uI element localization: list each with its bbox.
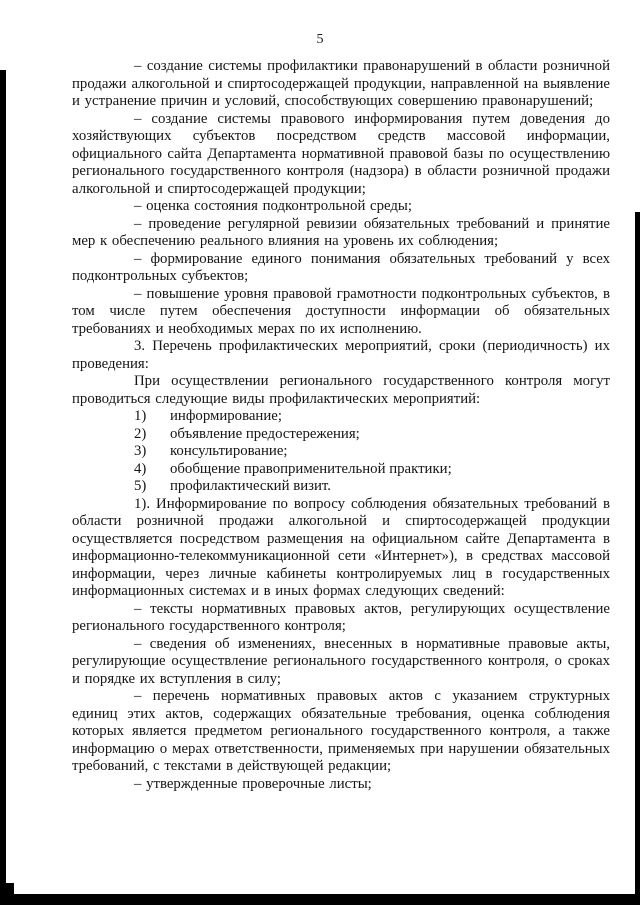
scan-artifact-left-edge: [0, 70, 6, 905]
list-item-number: 1): [134, 408, 147, 424]
paragraph: – утвержденные проверочные листы;: [134, 775, 372, 792]
paragraph: При осуществлении регионального государственного контроля могут проводиться следующие виды профилактических мероприятий:: [72, 373, 610, 407]
list-item-number: 4): [134, 460, 147, 477]
list-item-text: консультирование;: [170, 443, 288, 459]
list-item: [72, 408, 610, 426]
paragraph: – повышение уровня правовой грамотности подконтрольных субъектов, в том числе путем обеспечения доступности информации об обязательных требованиях и необходимых мерах по их исполнению.: [72, 285, 610, 337]
document-body: [72, 58, 610, 793]
paragraph: – перечень нормативных правовых актов с указанием структурных единиц этих актов, содержащих обязательные требования, оценка соблюдения которых является предметом регионального государственного контроля, а также информацию о мерах ответственности, применяемых при нарушении обязательных требований, с текстами в действующей редакции;: [72, 688, 610, 774]
list-item: [72, 461, 610, 479]
paragraph: – тексты нормативных правовых актов, регулирующих осуществление регионального государственного контроля;: [72, 600, 610, 634]
page-number: 5: [316, 32, 324, 47]
scan-artifact-bottom-left-corner: [0, 883, 14, 905]
paragraph: – сведения об изменениях, внесенных в нормативные правовые акты, регулирующие осуществление регионального государственного контроля, о сроках и порядке их вступления в силу;: [72, 635, 610, 687]
scan-artifact-bottom-edge: [0, 894, 640, 905]
list-item-text: информирование;: [170, 408, 282, 424]
list-item: [72, 478, 610, 496]
list-item-text: обобщение правоприменительной практики;: [170, 460, 452, 477]
paragraph: – создание системы профилактики правонарушений в области розничной продажи алкогольной и спиртосодержащей продукции, направленной на выявление и устранение причин и условий, способствующих совершению правонарушений;: [72, 58, 610, 109]
list-item-text: объявление предостережения;: [170, 425, 360, 442]
list-item-text: профилактический визит.: [170, 478, 331, 494]
paragraph: 3. Перечень профилактических мероприятий, сроки (периодичность) их проведения:: [72, 338, 610, 372]
list-item-number: 2): [134, 425, 147, 442]
paragraph: – формирование единого понимания обязательных требований у всех подконтрольных субъектов;: [72, 250, 610, 284]
list-item: [72, 443, 610, 461]
paragraph: 1). Информирование по вопросу соблюдения обязательных требований в области розничной продажи алкогольной и спиртосодержащей продукции осуществляется посредством размещения на официальном сайте Департамента в информационно-телекоммуникационной сети «Интернет»), в средствах массовой информации, через личные кабинеты контролируемых лиц в государственных информационных системах и в иных формах следующих сведений:: [72, 495, 610, 599]
list-item-number: 5): [134, 478, 147, 494]
list-item-number: 3): [134, 443, 147, 459]
paragraph: – оценка состояния подконтрольной среды;: [134, 198, 412, 214]
paragraph: – создание системы правового информирования путем доведения до хозяйствующих субъектов посредством средств массовой информации, официального сайта Департамента нормативной правовой базы по осуществлению регионального государственного контроля (надзора) в области розничной продажи алкогольной и спиртосодержащей продукции;: [72, 110, 610, 197]
scan-artifact-right-edge: [635, 212, 640, 905]
numbered-list: [72, 408, 610, 496]
list-item: [72, 426, 610, 444]
paragraph: – проведение регулярной ревизии обязательных требований и принятие мер к обеспечению реального влияния на уровень их соблюдения;: [72, 215, 610, 249]
